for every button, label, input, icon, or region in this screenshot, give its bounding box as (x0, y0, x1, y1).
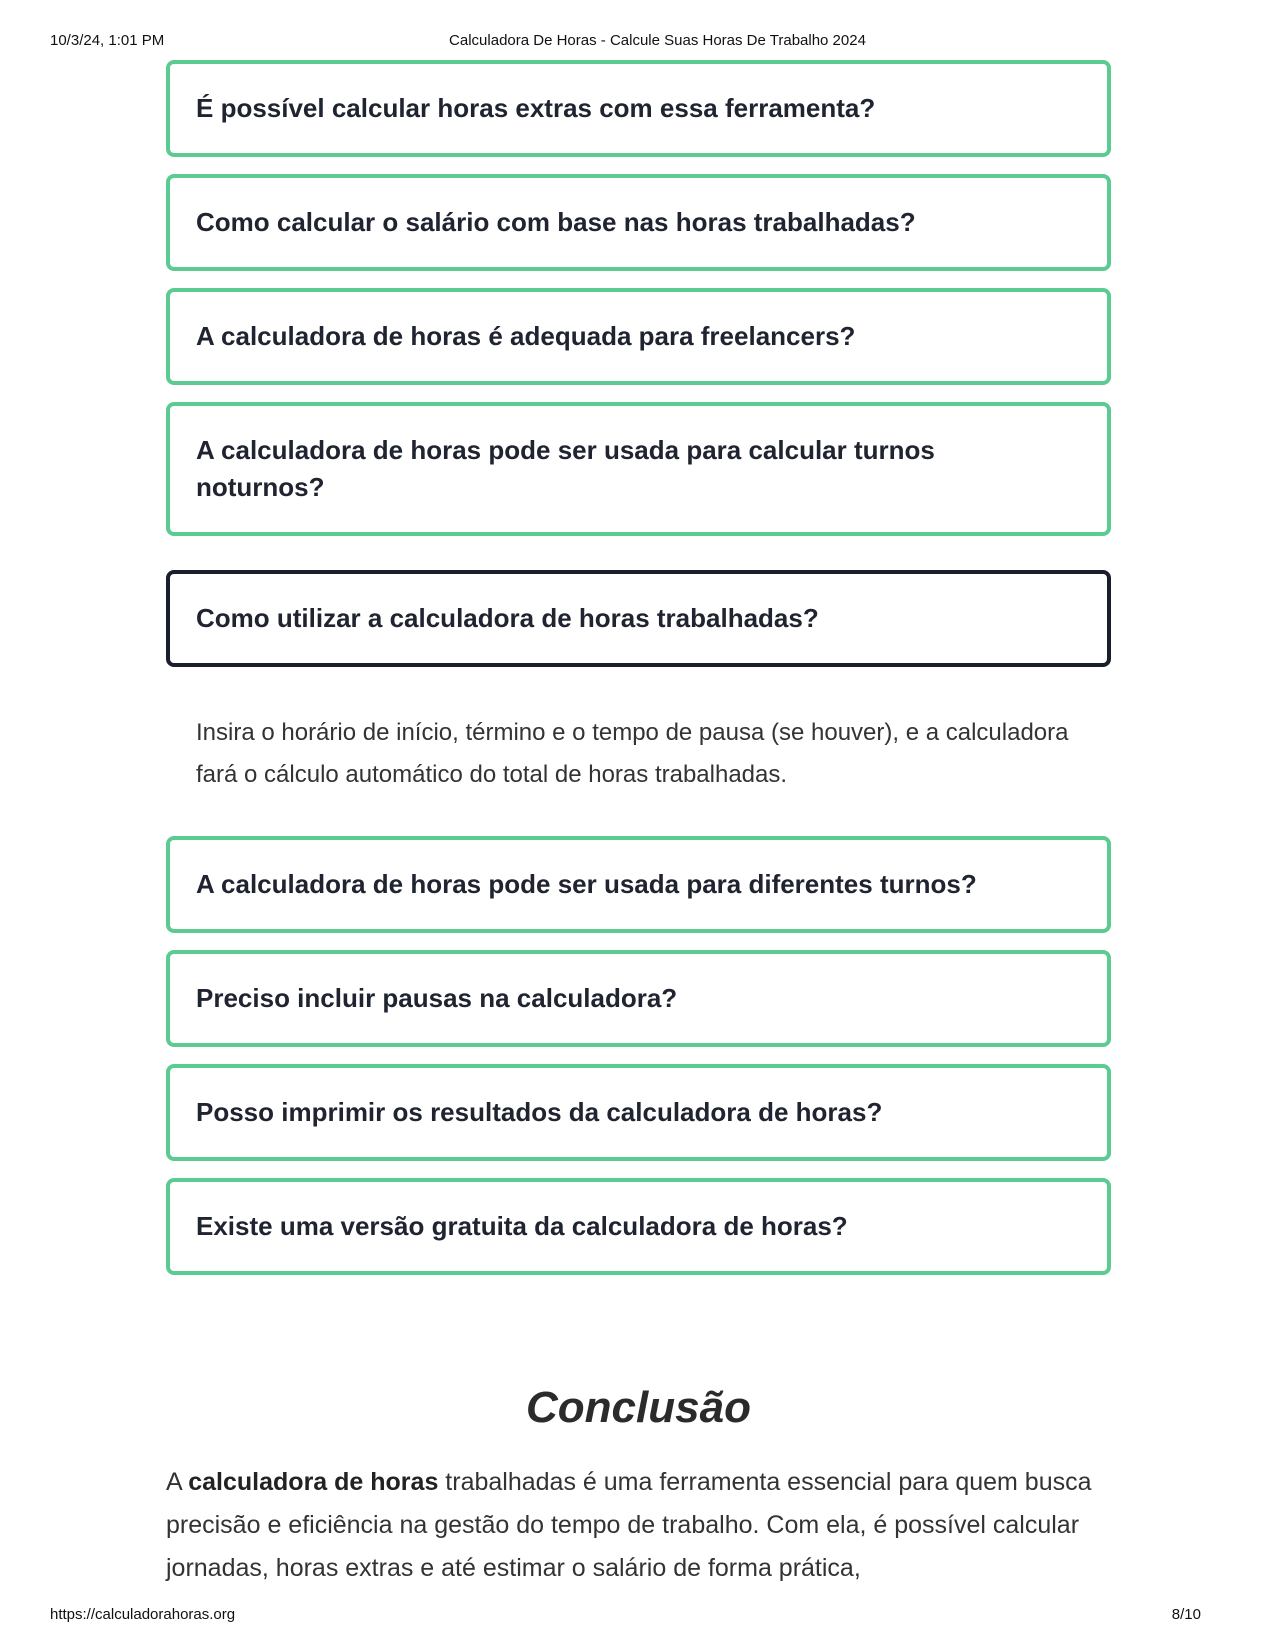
print-url: https://calculadorahoras.org (50, 1606, 236, 1623)
faq-item-salario[interactable] (166, 174, 1111, 271)
faq-question: Preciso incluir pausas na calculadora? (196, 983, 678, 1013)
faq-item-como-utilizar[interactable] (166, 570, 1111, 667)
faq-question: É possível calcular horas extras com essa ferramenta? (196, 93, 876, 123)
faq-question: A calculadora de horas pode ser usada para calcular turnos noturnos? (196, 435, 935, 502)
print-page-number: 8/10 (1171, 1606, 1201, 1623)
faq-item-freelancers[interactable] (166, 288, 1111, 385)
faq-item-diferentes-turnos[interactable] (166, 836, 1111, 933)
faq-question: A calculadora de horas é adequada para freelancers? (196, 321, 856, 351)
print-footer (50, 1606, 1225, 1626)
faq-question: Existe uma versão gratuita da calculadora de horas? (196, 1211, 848, 1241)
conclusion-bold-term: calculadora de horas (188, 1468, 439, 1496)
conclusion-lead: A (166, 1468, 189, 1496)
conclusion-paragraph (166, 1461, 1111, 1590)
faq-item-turnos-noturnos[interactable] (166, 402, 1111, 536)
faq-item-versao-gratuita[interactable] (166, 1178, 1111, 1275)
faq-content (166, 60, 1111, 1590)
faq-question: Como calcular o salário com base nas horas trabalhadas? (196, 207, 916, 237)
faq-item-imprimir[interactable] (166, 1064, 1111, 1161)
faq-answer: Insira o horário de início, término e o tempo de pausa (se houver), e a calculadora fará o cálculo automático do total de horas trabalhadas. (196, 719, 1069, 788)
faq-question: Como utilizar a calculadora de horas trabalhadas? (196, 603, 819, 633)
faq-question: A calculadora de horas pode ser usada para diferentes turnos? (196, 869, 977, 899)
print-date: 10/3/24, 1:01 PM (50, 32, 165, 49)
faq-item-horas-extras[interactable] (166, 60, 1111, 157)
conclusion-text: trabalhadas é uma ferramenta essencial para quem busca precisão e eficiência na gestão do tempo de trabalho. Com ela, é possível calcular jornadas, horas extras e até estimar o salário de forma prática, (166, 1468, 1092, 1582)
print-header (50, 32, 1225, 52)
faq-item-pausas[interactable] (166, 950, 1111, 1047)
print-document-title: Calculadora De Horas - Calcule Suas Horas De Trabalho 2024 (449, 32, 866, 49)
conclusion-heading: Conclusão (526, 1383, 751, 1432)
faq-question: Posso imprimir os resultados da calculadora de horas? (196, 1097, 883, 1127)
